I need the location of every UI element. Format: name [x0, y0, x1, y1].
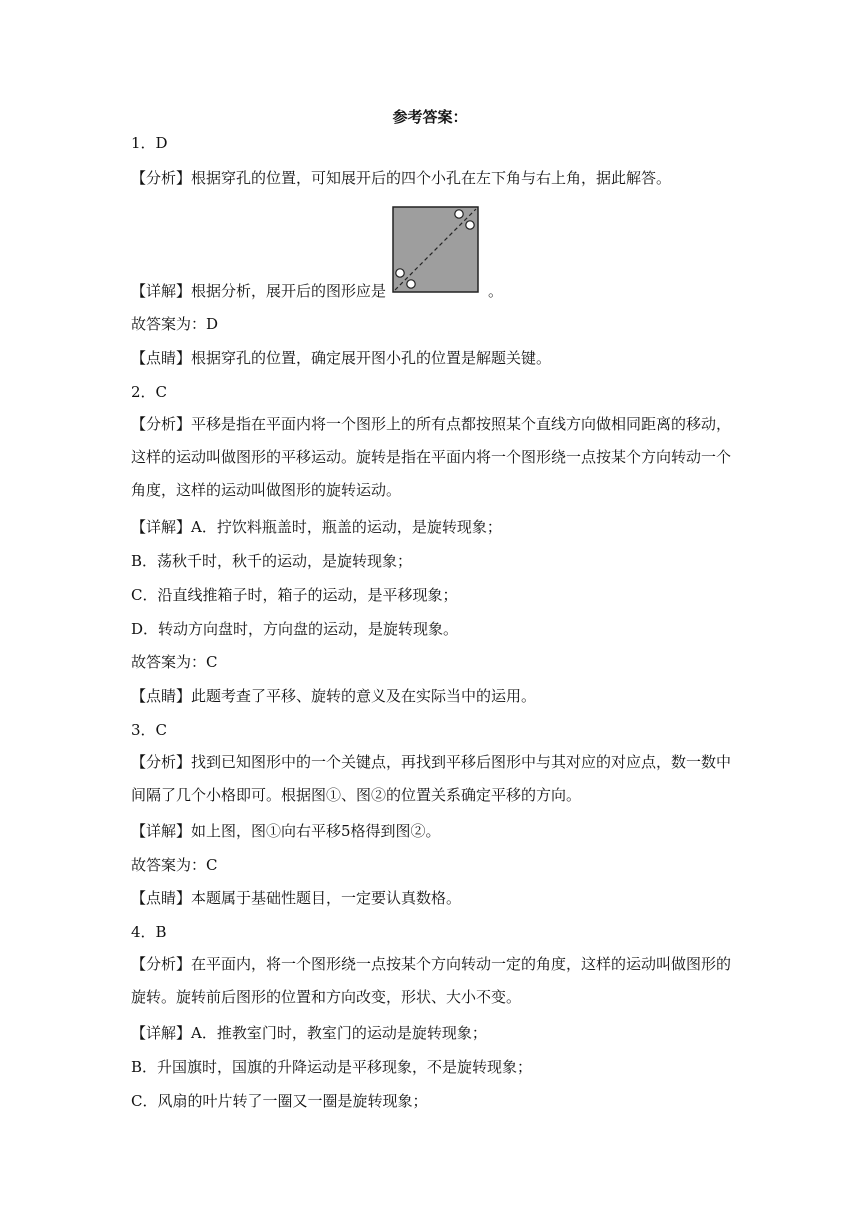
square-with-holes-icon [392, 206, 480, 294]
q1-comment: 【点睛】根据穿孔的位置，确定展开图小孔的位置是解题关键。 [131, 349, 552, 367]
q1-detail-suffix: 。 [488, 282, 504, 300]
q3-comment: 【点睛】本题属于基础性题目，一定要认真数格。 [131, 889, 462, 907]
q2-analysis: 【分析】平移是指在平面内将一个图形上的所有点都按照某个直线方向做相同距离的移动，这样的运动叫做图形的平移运动。旋转是指在平面内将一个图形绕一点按某个方向转动一个角度，这样的运动叫做图形的旋转运动。 [131, 415, 732, 499]
q1-result: 故答案为：D [131, 315, 219, 333]
q2-detail-a: 【详解】A．拧饮料瓶盖时，瓶盖的运动，是旋转现象； [131, 518, 502, 536]
q2-comment: 【点睛】此题考查了平移、旋转的意义及在实际当中的运用。 [131, 687, 537, 705]
q3-detail: 【详解】如上图，图①向右平移5格得到图②。 [131, 822, 441, 840]
q2-detail-b: B．荡秋千时，秋千的运动，是旋转现象； [131, 552, 413, 570]
unfolded-square-figure [392, 206, 480, 294]
q1-answer: 1．D [131, 134, 168, 152]
q4-detail-b: B．升国旗时，国旗的升降运动是平移现象，不是旋转现象； [131, 1058, 533, 1076]
q3-analysis: 【分析】找到已知图形中的一个关键点，再找到平移后图形中与其对应的对应点，数一数中间隔了几个小格即可。根据图①、图②的位置关系确定平移的方向。 [131, 753, 732, 804]
q3-answer: 3．C [131, 721, 168, 739]
q2-detail-d: D．转动方向盘时，方向盘的运动，是旋转现象。 [131, 620, 459, 638]
q2-detail-c: C．沿直线推箱子时，箱子的运动，是平移现象； [131, 586, 458, 604]
q1-detail: 【详解】根据分析，展开后的图形应是 [131, 282, 387, 300]
q4-analysis: 【分析】在平面内，将一个图形绕一点按某个方向转动一定的角度，这样的运动叫做图形的旋转。旋转前后图形的位置和方向改变，形状、大小不变。 [131, 955, 732, 1006]
q4-answer: 4．B [131, 923, 167, 941]
q3-result: 故答案为：C [131, 856, 218, 874]
q2-answer: 2．C [131, 383, 168, 401]
q1-analysis: 【分析】根据穿孔的位置，可知展开后的四个小孔在左下角与右上角，据此解答。 [131, 169, 672, 187]
q2-result: 故答案为：C [131, 653, 218, 671]
q4-detail-a: 【详解】A．推教室门时，教室门的运动是旋转现象； [131, 1024, 487, 1042]
page-title: 参考答案： [392, 108, 468, 126]
q4-detail-c: C．风扇的叶片转了一圈又一圈是旋转现象； [131, 1092, 428, 1110]
